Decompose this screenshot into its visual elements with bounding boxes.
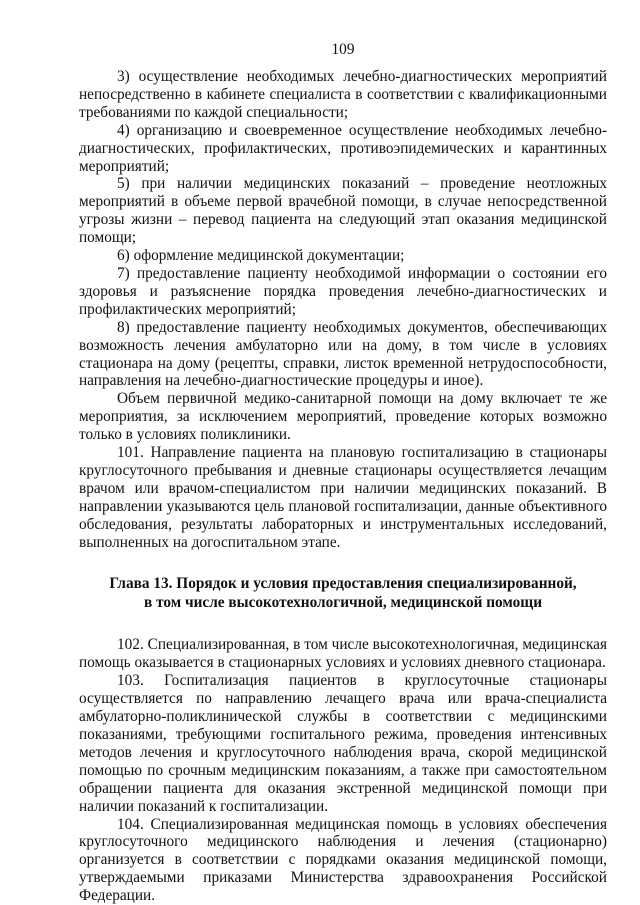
paragraph-101: 101. Направление пациента на плановую госпитализацию в стационары круглосуточного пребывания и дневные стационары осуществляется лечащим врачом или врачом-специалистом при наличии медицинских показаний. В направлении указываются цель плановой госпитализации, данные объективного обследования, результаты лабораторных и инструментальных исследований, выполненных на догоспитальном этапе. — [79, 444, 607, 551]
paragraph-item-6: 6) оформление медицинской документации; — [117, 247, 405, 265]
chapter-heading-line-1: Глава 13. Порядок и условия предоставления специализированной, — [109, 575, 577, 593]
paragraph-item-8: 8) предоставление пациенту необходимых документов, обеспечивающих возможность лечения амбулаторно или на дому, в том числе в условиях стационара на дому (рецепты, справки, листок временной нетрудоспособности, направления на лечебно-диагностические процедуры и иное). — [79, 318, 607, 390]
paragraph-item-7: 7) предоставление пациенту необходимой информации о состоянии его здоровья и разъяснение порядка проведения лечебно-диагностических и профилактических мероприятий; — [79, 264, 607, 318]
paragraph-item-4: 4) организацию и своевременное осуществление необходимых лечебно-диагностических, профилактических, противоэпидемических и карантинных мероприятий; — [79, 121, 607, 175]
page-number: 109 — [331, 41, 355, 58]
paragraph-item-5: 5) при наличии медицинских показаний – проведение неотложных мероприятий в объеме первой врачебной помощи, в случае непосредственной угрозы жизни – перевод пациента на следующий этап оказания медицинской помощи; — [79, 175, 607, 247]
paragraph-102: 102. Специализированная, в том числе высокотехнологичная, медицинская помощь оказывается в стационарных условиях и условиях дневного стационара. — [79, 636, 607, 672]
chapter-heading — [79, 575, 607, 612]
paragraph-103: 103. Госпитализация пациентов в круглосуточные стационары осуществляется по направлению лечащего врача или врача-специалиста амбулаторно-поликлинической службы в соответствии с медицинскими показаниями, требующими госпитального режима, проведения интенсивных методов лечения и круглосуточного наблюдения врача, скорой медицинской помощью по срочным медицинским показаниям, а также при самостоятельном обращении пациента для оказания экстренной медицинской помощи при наличии показаний к госпитализации. — [79, 672, 607, 815]
chapter-heading-line-2: в том числе высокотехнологичной, медицинской помощи — [143, 593, 543, 611]
paragraph-item-3: 3) осуществление необходимых лечебно-диагностических мероприятий непосредственно в кабинете специалиста в соответствии с квалификационными требованиями по каждой специальности; — [79, 68, 607, 121]
paragraph-home-care-scope: Объем первичной медико-санитарной помощи на дому включает те же мероприятия, за исключением мероприятий, проведение которых возможно только в условиях поликлиники. — [79, 390, 607, 444]
paragraph-104: 104. Специализированная медицинская помощь в условиях обеспечения круглосуточного медицинского наблюдения и лечения (стационарно) организуется в соответствии с порядками оказания медицинской помощи, утверждаемыми приказами Министерства здравоохранения Российской Федерации. — [79, 815, 607, 905]
